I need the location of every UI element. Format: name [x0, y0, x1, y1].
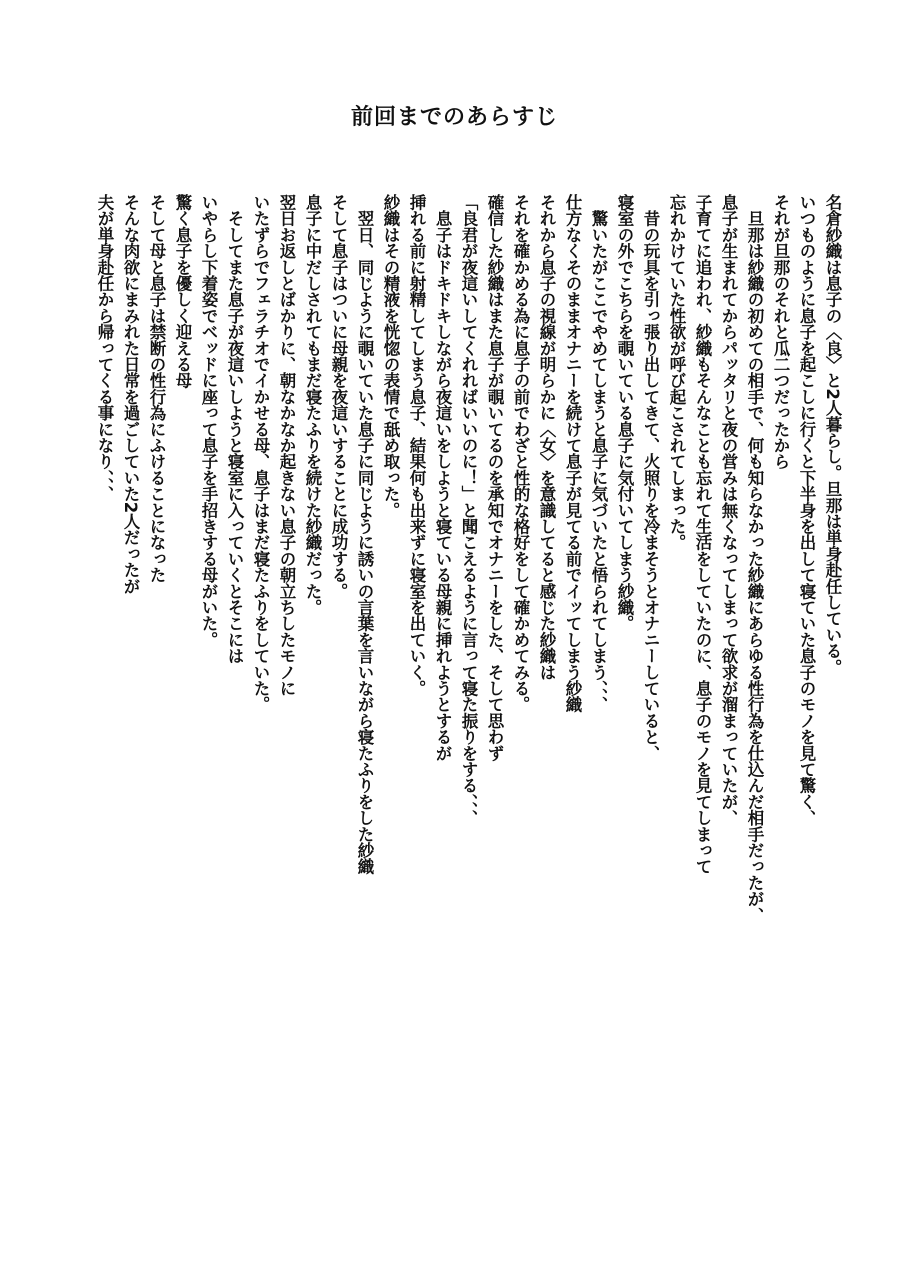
synopsis-line: 翌日、同じように覗いていた息子に同じように誘いの言葉を言いながら寝たふりをした紗織 — [355, 194, 374, 875]
synopsis-line: 驚く息子を優しく迎える母 — [173, 194, 192, 389]
synopsis-line: 驚いたがここでやめてしまうと息子に気づいたと悟られてしまう、、、 — [589, 194, 608, 713]
synopsis-line: 仕方なくそのままオナニーを続けて息子が見てる前でイッてしまう紗織 — [563, 194, 582, 713]
synopsis-line: それから息子の視線が明らかに〈女〉を意識してると感じた紗織は — [537, 194, 556, 681]
synopsis-line: 昔の玩具を引っ張り出してきて、火照りを冷まそうとオナニーしていると、 — [641, 194, 660, 762]
synopsis-line: そして母と息子は禁断の性行為にふけることになった — [147, 194, 166, 583]
synopsis-line: それを確かめる為に息子の前でわざと性的な格好をして確かめてみる。 — [511, 194, 530, 713]
synopsis-line: 旦那は紗織の初めての相手で、何も知らなかった紗織にあらゆる性行為を仕込んだ相手だったが、 — [745, 194, 764, 924]
synopsis-line: そして息子はついに母親を夜這いすることに成功する。 — [329, 194, 348, 600]
synopsis-line: 子育てに追われ、紗織もそんなことも忘れて生活をしていたのに、息子のモノを見てしまって — [693, 194, 712, 875]
synopsis-line: 「良君が夜這いしてくれればいいのに！」と聞こえるように言って寝た振りをする、、、 — [459, 194, 478, 826]
synopsis-line: 挿れる前に射精してしまう息子、結果何も出来ずに寝室を出ていく。 — [407, 194, 426, 697]
synopsis-line: 翌日お返しとばかりに、朝なかなか起きない息子の朝立ちしたモノに — [277, 194, 296, 697]
synopsis-line: いつものように息子を起こしに行くと下半身を出して寝ていた息子のモノを見て驚く、 — [797, 194, 816, 826]
synopsis-line: 紗織はその精液を恍惚の表情で舐め取った。 — [381, 194, 400, 519]
synopsis-line: 息子に中だしされてもまだ寝たふりを続けた紗織だった。 — [303, 194, 322, 616]
synopsis-line: 寝室の外でこちらを覗いている息子に気付いてしまう紗織。 — [615, 194, 634, 632]
synopsis-line: そんな肉欲にまみれた日常を過ごしていた2人だったが — [121, 194, 140, 594]
synopsis-text — [91, 194, 845, 1094]
synopsis-line: いやらし下着姿でベッドに座って息子を手招きする母がいた。 — [199, 194, 218, 648]
synopsis-line: 確信した紗織はまた息子が覗いてるのを承知でオナニーをした、そして思わず — [485, 194, 504, 762]
synopsis-line: 名倉紗織は息子の〈良〉と2人暮らし。旦那は単身赴任している。 — [823, 194, 842, 675]
synopsis-line: 忘れかけていた性欲が呼び起こされてしまった。 — [667, 194, 686, 551]
synopsis-line: 息子が生まれてからパッタリと夜の営みは無くなってしまって欲求が溜まっていたが、 — [719, 194, 738, 826]
synopsis-line: いたずらでフェラチオでイかせる母、息子はまだ寝たふりをしていた。 — [251, 194, 270, 713]
synopsis-line: 息子はドキドキしながら夜這いをしようと寝ている母親に挿れようとするが — [433, 194, 452, 762]
page-title: 前回までのあらすじ — [350, 104, 558, 130]
synopsis-line: それが旦那のそれと瓜二つだったから — [771, 194, 790, 470]
synopsis-line: 夫が単身赴任から帰ってくる事になり、、、 — [95, 194, 114, 502]
synopsis-line: そしてまた息子が夜這いしようと寝室に入っていくとそこには — [225, 194, 244, 664]
